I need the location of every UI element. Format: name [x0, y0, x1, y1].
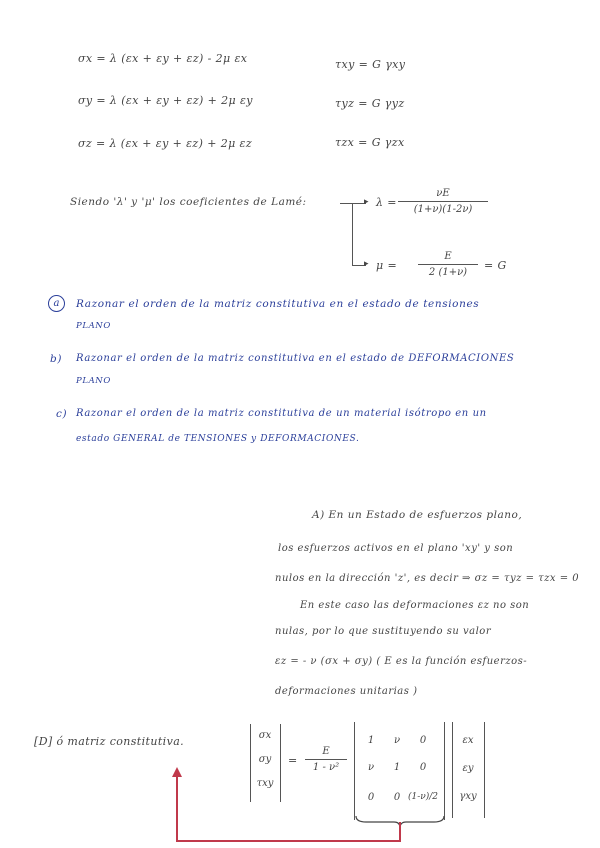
question-b-line1: Razonar el orden de la matriz constitutiva en el estado de DEFORMACIONES: [76, 353, 515, 364]
matrix-factor: [305, 746, 347, 773]
d-matrix-right-bar: [444, 722, 445, 820]
question-b-marker: b): [50, 353, 63, 365]
equation-tau-xy: τxy = G γxy: [335, 58, 406, 71]
strain-vector-right-bar: [484, 722, 485, 818]
equation-sigma-y: σy = λ (εx + εy + εz) + 2μ εy: [78, 94, 253, 107]
lame-bracket-top: [340, 203, 366, 204]
mu-fraction: [418, 251, 478, 278]
lambda-fraction: [398, 188, 488, 215]
matrix-caption: [D] ó matriz constitutiva.: [34, 735, 185, 748]
equation-tau-yz: τyz = G γyz: [335, 97, 405, 110]
d-matrix-cell: 0: [419, 735, 427, 746]
lambda-numerator: νE: [436, 188, 450, 199]
stress-vector-right-bar: [280, 724, 281, 802]
answer-heading: A) En un Estado de esfuerzos plano,: [312, 509, 523, 521]
question-c-line2: estado GENERAL de TENSIONES y DEFORMACIONES.: [76, 434, 360, 444]
stress-sigma-x: σx: [258, 730, 272, 741]
strain-gamma-xy: γxy: [459, 791, 477, 802]
d-matrix-cell: 1: [393, 762, 401, 773]
equation-sigma-x: σx = λ (εx + εy + εz) - 2μ εx: [78, 52, 248, 65]
question-c-line1: Razonar el orden de la matriz constitutiva de un material isótropo en un: [76, 408, 487, 419]
d-matrix-cell: ν: [393, 735, 401, 746]
arrow-icon-lambda: ▸: [364, 197, 369, 207]
stress-vector-left-bar: [250, 724, 251, 802]
lambda-symbol: λ =: [376, 196, 397, 209]
equation-sigma-z: σz = λ (εx + εy + εz) + 2μ εz: [78, 137, 253, 150]
strain-vector-left-bar: [452, 722, 453, 818]
lame-intro: Siendo 'λ' y 'μ' los coeficientes de Lamé:: [70, 196, 307, 208]
arrow-icon-mu: ▸: [364, 259, 369, 269]
mu-equals-g: = G: [484, 259, 507, 272]
question-number: a: [48, 295, 65, 312]
answer-line-3: En este caso las deformaciones εz no son: [300, 600, 530, 611]
mu-numerator: E: [444, 251, 452, 262]
strain-epsilon-y: εy: [462, 763, 474, 774]
red-arrow-vertical-left: [176, 775, 178, 842]
d-matrix-cell: (1-ν)/2: [407, 792, 439, 802]
matrix-equals: =: [288, 754, 298, 767]
red-arrowhead-icon: [171, 767, 183, 779]
answer-line-6: deformaciones unitarias ): [275, 686, 418, 697]
answer-line-5: εz = - ν (σx + σy) ( E es la función esfuerzos-: [275, 656, 528, 667]
question-c-marker: c): [56, 408, 68, 420]
d-matrix-left-bar: [354, 722, 355, 820]
stress-tau-xy: τxy: [256, 778, 274, 789]
question-a-line1: Razonar el orden de la matriz constitutiva en el estado de tensiones: [76, 298, 480, 310]
answer-line-4: nulas, por lo que sustituyendo su valor: [275, 626, 492, 637]
mu-symbol: μ =: [376, 259, 398, 272]
question-b-line2: PLANO: [76, 376, 111, 386]
lambda-denominator: (1+ν)(1-2ν): [413, 204, 473, 215]
d-matrix-cell: 0: [393, 792, 401, 803]
matrix-factor-numerator: E: [322, 746, 330, 757]
strain-epsilon-x: εx: [462, 735, 474, 746]
lame-bracket-vertical: [352, 203, 353, 265]
matrix-factor-denominator: 1 - ν²: [312, 762, 340, 773]
question-a-line2: PLANO: [76, 321, 111, 331]
answer-line-1: los esfuerzos activos en el plano 'xy' y son: [278, 543, 514, 554]
stress-sigma-y: σy: [258, 754, 272, 765]
d-matrix-cell: ν: [367, 762, 375, 773]
d-matrix-cell: 0: [419, 762, 427, 773]
d-matrix-cell: 0: [367, 792, 375, 803]
equation-tau-zx: τzx = G γzx: [335, 136, 405, 149]
mu-denominator: 2 (1+ν): [428, 267, 468, 278]
d-matrix-cell: 1: [367, 735, 375, 746]
answer-line-2: nulos en la dirección 'z', es decir ⇒ σz = τyz = τzx = 0: [275, 573, 580, 584]
red-arrow-horizontal: [176, 840, 401, 842]
red-arrow-vertical-right: [399, 822, 401, 842]
